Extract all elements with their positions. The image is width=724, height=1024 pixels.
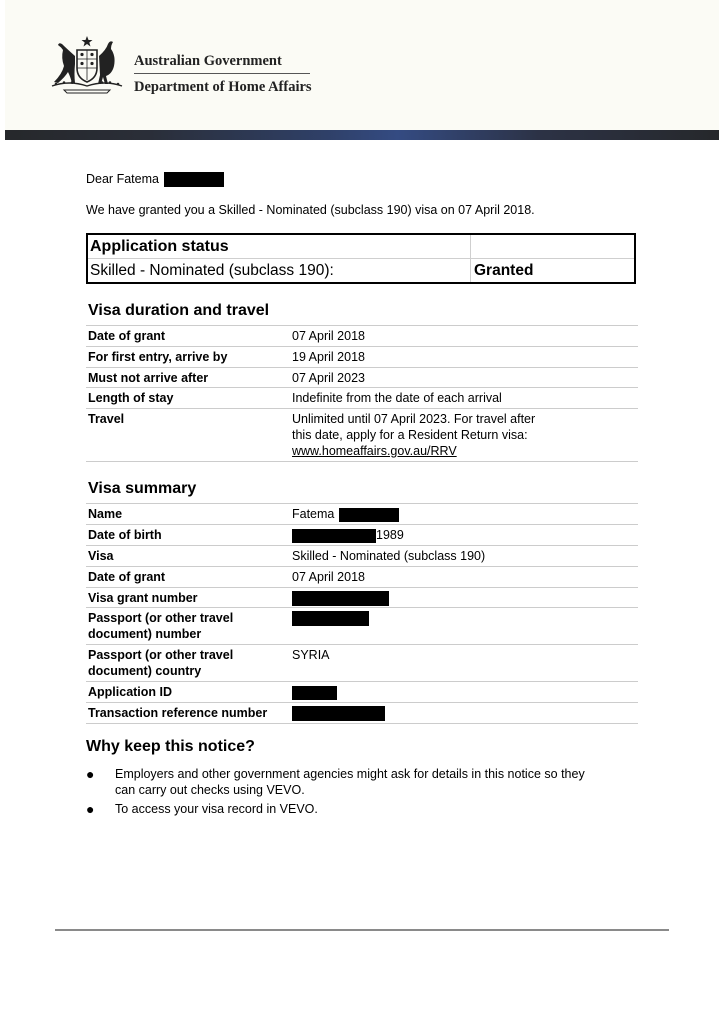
bullet-text bbox=[115, 801, 635, 817]
key-line-2: document) number bbox=[88, 627, 202, 641]
redacted-transaction-reference bbox=[292, 706, 385, 721]
visa-duration-table bbox=[86, 325, 638, 462]
agency-line-2: Department of Home Affairs bbox=[134, 79, 312, 95]
table-row bbox=[86, 346, 638, 367]
redacted-birth-date bbox=[292, 529, 376, 543]
table-row bbox=[86, 503, 638, 524]
table-row bbox=[86, 607, 638, 644]
row-value bbox=[292, 590, 622, 606]
table-row bbox=[86, 702, 638, 723]
table-row bbox=[86, 644, 638, 681]
row-key: Visa bbox=[88, 549, 114, 563]
table-row bbox=[86, 367, 638, 387]
coat-of-arms-icon bbox=[44, 34, 130, 96]
travel-line-2: this date, apply for a Resident Return visa: bbox=[292, 428, 528, 442]
row-key: For first entry, arrive by bbox=[88, 350, 228, 364]
row-value: Indefinite from the date of each arrival bbox=[292, 391, 502, 405]
table-row bbox=[86, 681, 638, 702]
bullet-line-2: can carry out checks using VEVO. bbox=[115, 783, 305, 797]
row-key: Date of birth bbox=[88, 528, 162, 542]
bullet-line-1: To access your visa record in VEVO. bbox=[115, 802, 318, 816]
redacted-application-id bbox=[292, 686, 337, 700]
redacted-passport-number bbox=[292, 611, 369, 626]
table-row bbox=[86, 408, 638, 461]
row-value bbox=[292, 411, 622, 459]
row-value: 07 April 2018 bbox=[292, 570, 365, 584]
agency-divider bbox=[134, 73, 310, 74]
header-band bbox=[5, 130, 719, 140]
resident-return-visa-link[interactable]: www.homeaffairs.gov.au/RRV bbox=[292, 444, 457, 458]
bullet-text bbox=[115, 766, 635, 798]
why-keep-title: Why keep this notice? bbox=[86, 738, 255, 755]
status-divider-horizontal bbox=[88, 258, 634, 259]
row-value bbox=[292, 705, 622, 721]
row-key: Date of grant bbox=[88, 329, 166, 343]
bullet-line-1: Employers and other government agencies might ask for details in this notice so they bbox=[115, 767, 585, 781]
row-value bbox=[292, 610, 622, 626]
key-line-1: Passport (or other travel bbox=[88, 648, 234, 662]
table-end-rule bbox=[86, 461, 638, 462]
table-row bbox=[86, 387, 638, 408]
status-title: Application status bbox=[90, 238, 229, 255]
travel-line-1: Unlimited until 07 April 2023. For travel after bbox=[292, 412, 536, 426]
row-key: Visa grant number bbox=[88, 591, 198, 605]
row-key bbox=[88, 610, 288, 642]
table-end-rule bbox=[86, 723, 638, 724]
redacted-visa-grant-number bbox=[292, 591, 389, 606]
row-key: Transaction reference number bbox=[88, 706, 268, 720]
agency-line-1: Australian Government bbox=[134, 53, 282, 69]
row-value bbox=[292, 527, 622, 543]
status-value: Granted bbox=[474, 262, 534, 279]
row-value: 07 April 2018 bbox=[292, 329, 365, 343]
row-value: 07 April 2023 bbox=[292, 371, 365, 385]
greeting bbox=[86, 171, 224, 187]
visa-summary-title: Visa summary bbox=[88, 480, 197, 497]
redacted-surname bbox=[164, 172, 224, 187]
visa-duration-title: Visa duration and travel bbox=[88, 302, 270, 319]
birth-year: 1989 bbox=[376, 528, 404, 542]
row-value bbox=[292, 506, 622, 522]
table-row bbox=[86, 325, 638, 346]
redacted-surname bbox=[339, 508, 399, 522]
table-row bbox=[86, 587, 638, 607]
agency-name bbox=[134, 52, 312, 96]
footer-rule bbox=[55, 929, 669, 931]
greeting-text: Dear Fatema bbox=[86, 172, 159, 186]
row-value: SYRIA bbox=[292, 648, 330, 662]
intro-text: We have granted you a Skilled - Nominated (subclass 190) visa on 07 April 2018. bbox=[86, 203, 535, 217]
row-key: Must not arrive after bbox=[88, 371, 209, 385]
key-line-2: document) country bbox=[88, 664, 202, 678]
row-key: Name bbox=[88, 507, 123, 521]
row-key bbox=[88, 647, 288, 679]
row-key: Date of grant bbox=[88, 570, 166, 584]
visa-summary-table bbox=[86, 503, 638, 724]
row-key: Application ID bbox=[88, 685, 173, 699]
status-label: Skilled - Nominated (subclass 190): bbox=[90, 262, 334, 279]
row-value: Skilled - Nominated (subclass 190) bbox=[292, 549, 486, 563]
row-key: Travel bbox=[88, 412, 125, 426]
name-value: Fatema bbox=[292, 507, 335, 521]
row-value bbox=[292, 684, 622, 700]
table-row bbox=[86, 545, 638, 566]
table-row bbox=[86, 524, 638, 545]
table-row bbox=[86, 566, 638, 587]
bullet-icon: ● bbox=[86, 801, 95, 817]
row-value: 19 April 2018 bbox=[292, 350, 365, 364]
bullet-icon: ● bbox=[86, 766, 95, 782]
row-key: Length of stay bbox=[88, 391, 174, 405]
key-line-1: Passport (or other travel bbox=[88, 611, 234, 625]
application-status-box bbox=[86, 233, 636, 284]
